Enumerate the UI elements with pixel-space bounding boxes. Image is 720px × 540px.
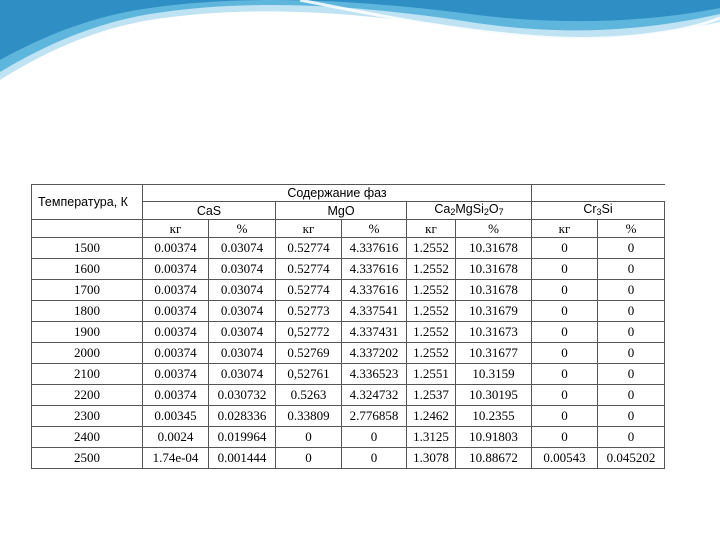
temperature-header: Температура, К xyxy=(32,185,143,220)
value-cell: 0 xyxy=(532,280,598,301)
temperature-cell: 2200 xyxy=(32,385,143,406)
value-cell: 0 xyxy=(532,364,598,385)
value-cell: 4.337616 xyxy=(342,238,407,259)
value-cell: 1.2552 xyxy=(407,322,456,343)
value-cell: 0.028336 xyxy=(209,406,276,427)
value-cell: 1.2552 xyxy=(407,259,456,280)
value-cell: 0 xyxy=(532,238,598,259)
temperature-cell: 2300 xyxy=(32,406,143,427)
value-cell: 0.33809 xyxy=(276,406,342,427)
value-cell: 4.336523 xyxy=(342,364,407,385)
value-cell: 1.74e-04 xyxy=(143,448,209,469)
value-cell: 4.337202 xyxy=(342,343,407,364)
value-cell: 0.00345 xyxy=(143,406,209,427)
value-cell: 4.324732 xyxy=(342,385,407,406)
unit-cell: % xyxy=(209,220,276,238)
value-cell: 0 xyxy=(598,280,665,301)
unit-cell: кг xyxy=(407,220,456,238)
temperature-cell: 1500 xyxy=(32,238,143,259)
value-cell: 4.337431 xyxy=(342,322,407,343)
value-cell: 0 xyxy=(532,406,598,427)
phase-header-ca2mgsi2o7: $Ca_2MgSi_2O_7$ xyxy=(407,202,532,220)
table-row xyxy=(32,364,665,385)
value-cell: 0 xyxy=(598,301,665,322)
value-cell: 0.03074 xyxy=(209,280,276,301)
value-cell: 0 xyxy=(598,385,665,406)
table-row xyxy=(32,322,665,343)
table-row xyxy=(32,301,665,322)
phase-content-table xyxy=(31,184,665,469)
value-cell: 0.03074 xyxy=(209,259,276,280)
value-cell: 0 xyxy=(598,364,665,385)
value-cell: 10.31677 xyxy=(456,343,532,364)
temperature-cell: 1700 xyxy=(32,280,143,301)
value-cell: 0.52774 xyxy=(276,259,342,280)
unit-cell: кг xyxy=(143,220,209,238)
value-cell: 1.2551 xyxy=(407,364,456,385)
value-cell: 10.91803 xyxy=(456,427,532,448)
value-cell: 1.2537 xyxy=(407,385,456,406)
value-cell: 10.31678 xyxy=(456,259,532,280)
value-cell: 0 xyxy=(276,448,342,469)
value-cell: 0.03074 xyxy=(209,238,276,259)
header-wave-decoration xyxy=(0,0,720,90)
value-cell: 0.019964 xyxy=(209,427,276,448)
value-cell: 4.337541 xyxy=(342,301,407,322)
unit-cell: кг xyxy=(532,220,598,238)
table-row xyxy=(32,448,665,469)
value-cell: 0 xyxy=(532,343,598,364)
value-cell: 0.00543 xyxy=(532,448,598,469)
table-row xyxy=(32,385,665,406)
phase-header-cr3si: $Cr_3Si$ xyxy=(532,202,665,220)
value-cell: 0.00374 xyxy=(143,322,209,343)
value-cell: 0 xyxy=(598,343,665,364)
value-cell: 0 xyxy=(598,427,665,448)
value-cell: 0.00374 xyxy=(143,259,209,280)
temperature-cell: 1900 xyxy=(32,322,143,343)
value-cell: 0 xyxy=(532,322,598,343)
value-cell: 0 xyxy=(342,448,407,469)
value-cell: 1.3125 xyxy=(407,427,456,448)
value-cell: 0.03074 xyxy=(209,364,276,385)
value-cell: 0.03074 xyxy=(209,301,276,322)
temperature-cell: 1600 xyxy=(32,259,143,280)
table-row xyxy=(32,406,665,427)
value-cell: 0 xyxy=(598,406,665,427)
value-cell: 0.00374 xyxy=(143,343,209,364)
value-cell: 0 xyxy=(598,259,665,280)
value-cell: 0.0024 xyxy=(143,427,209,448)
value-cell: 10.31673 xyxy=(456,322,532,343)
value-cell: 0 xyxy=(532,427,598,448)
value-cell: 0.5263 xyxy=(276,385,342,406)
value-cell: 0 xyxy=(532,301,598,322)
value-cell: 0.52769 xyxy=(276,343,342,364)
table-row xyxy=(32,259,665,280)
value-cell: 0 xyxy=(532,259,598,280)
value-cell: 1.2552 xyxy=(407,280,456,301)
value-cell: 1.2462 xyxy=(407,406,456,427)
value-cell: 1.2552 xyxy=(407,301,456,322)
unit-blank-cell xyxy=(32,220,143,238)
value-cell: 0.001444 xyxy=(209,448,276,469)
value-cell: 0.00374 xyxy=(143,238,209,259)
value-cell: 0.52773 xyxy=(276,301,342,322)
value-cell: 0.00374 xyxy=(143,364,209,385)
value-cell: 10.31678 xyxy=(456,238,532,259)
value-cell: 0.00374 xyxy=(143,385,209,406)
value-cell: 0 xyxy=(598,322,665,343)
value-cell: 0 xyxy=(598,238,665,259)
value-cell: 10.3159 xyxy=(456,364,532,385)
value-cell: 0,52761 xyxy=(276,364,342,385)
value-cell: 1.2552 xyxy=(407,238,456,259)
table-row xyxy=(32,280,665,301)
temperature-cell: 2000 xyxy=(32,343,143,364)
value-cell: 0.00374 xyxy=(143,280,209,301)
value-cell: 0.52774 xyxy=(276,238,342,259)
value-cell: 4.337616 xyxy=(342,280,407,301)
value-cell: 1.3078 xyxy=(407,448,456,469)
unit-cell: % xyxy=(456,220,532,238)
value-cell: 10.31679 xyxy=(456,301,532,322)
value-cell: 1.2552 xyxy=(407,343,456,364)
value-cell: 10.30195 xyxy=(456,385,532,406)
value-cell: 4.337616 xyxy=(342,259,407,280)
blank-header-cell xyxy=(532,185,665,202)
value-cell: 0,52772 xyxy=(276,322,342,343)
unit-cell: % xyxy=(598,220,665,238)
value-cell: 10.88672 xyxy=(456,448,532,469)
temperature-cell: 2500 xyxy=(32,448,143,469)
value-cell: 0.045202 xyxy=(598,448,665,469)
value-cell: 0 xyxy=(276,427,342,448)
table-row xyxy=(32,238,665,259)
unit-cell: % xyxy=(342,220,407,238)
value-cell: 0 xyxy=(342,427,407,448)
value-cell: 0 xyxy=(532,385,598,406)
temperature-cell: 2400 xyxy=(32,427,143,448)
value-cell: 0.030732 xyxy=(209,385,276,406)
temperature-cell: 1800 xyxy=(32,301,143,322)
unit-cell: кг xyxy=(276,220,342,238)
temperature-cell: 2100 xyxy=(32,364,143,385)
value-cell: 2.776858 xyxy=(342,406,407,427)
value-cell: 10.31678 xyxy=(456,280,532,301)
phase-header-mgo: MgO xyxy=(276,202,407,220)
table-row xyxy=(32,427,665,448)
value-cell: 0.00374 xyxy=(143,301,209,322)
value-cell: 0.03074 xyxy=(209,343,276,364)
phase-header-cas: CaS xyxy=(143,202,276,220)
value-cell: 10.2355 xyxy=(456,406,532,427)
value-cell: 0.03074 xyxy=(209,322,276,343)
value-cell: 0.52774 xyxy=(276,280,342,301)
content-header: Содержание фаз xyxy=(143,185,532,202)
table-row xyxy=(32,343,665,364)
